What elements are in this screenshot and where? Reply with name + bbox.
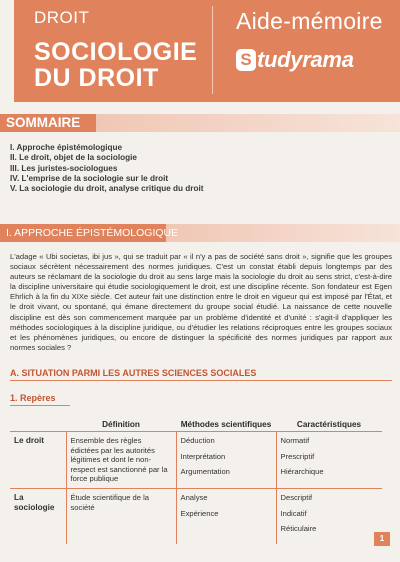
method-item: Déduction bbox=[180, 436, 215, 445]
book-title-line1: SOCIOLOGIE bbox=[34, 38, 198, 66]
definition-cell: Ensemble des règles édictées par les autorités légitimes et dont le non-respect est sanctionné par la force publique bbox=[66, 432, 176, 489]
traits-cell bbox=[276, 432, 382, 489]
section-1-heading: I. APPROCHE ÉPISTÉMOLOGIQUE bbox=[6, 227, 179, 239]
header-banner bbox=[14, 0, 400, 102]
logo-badge-icon: S bbox=[236, 49, 256, 71]
logo-text: tudyrama bbox=[257, 47, 354, 72]
header-divider bbox=[212, 6, 213, 94]
methods-cell bbox=[176, 488, 276, 543]
methods-cell bbox=[176, 432, 276, 489]
series-name: Aide-mémoire bbox=[236, 8, 383, 34]
table-row bbox=[10, 432, 382, 489]
method-item: Analyse bbox=[180, 492, 208, 502]
trait-item: Descriptif bbox=[280, 492, 313, 502]
trait-item: Normatif bbox=[280, 436, 310, 445]
book-title-line2: DU DROIT bbox=[34, 64, 159, 92]
section-1-bar bbox=[0, 224, 400, 242]
page-number: 1 bbox=[374, 532, 390, 546]
trait-item: Indicatif bbox=[280, 508, 307, 518]
definition-cell: Étude scientifique de la société bbox=[66, 488, 176, 543]
method-item: Argumentation bbox=[180, 467, 230, 477]
toc-item: I. Approche épistémologique bbox=[10, 143, 123, 152]
table-header-row bbox=[10, 418, 382, 432]
sommaire-heading: SOMMAIRE bbox=[6, 115, 81, 130]
toc-item: II. Le droit, objet de la sociologie bbox=[10, 153, 137, 163]
table-header bbox=[10, 418, 66, 432]
table-header: Méthodes scientifiques bbox=[176, 418, 276, 432]
row-label: Le droit bbox=[10, 432, 66, 489]
toc-item: V. La sociologie du droit, analyse critique du droit bbox=[10, 184, 204, 194]
intro-paragraph: L'adage « Ubi societas, ibi jus », qui se traduit par « il n'y a pas de société sans droit », signifie que les groupes sociaux sécrètent nécessairement des normes juridiques. C'est un constat établi depuis longtemps par des auteurs se réclamant de la sociologie du droit au sens large mais la sociologie du droit au sens strict, c'est-à-dire la discipline universitaire qui étudie sociologiquement le droit, est une discipline récente. Son fondateur est Egen Ehrlich à la fin du XIXe siècle. Cet auteur fait une distinction entre le droit en vigueur qui est imposé par l'État, et le droit vivant, ou spontané, qui émane directement du groupe social étudié. La naissance de cette nouvelle discipline est dès son commencement marquée par un problème d'identité et d'unité : s'agit-il d'appliquer les méthodes sociologiques à la discipline juridique, ou d'étudier les relations réciproques entre les groupes sociaux et les phénomènes juridiques, ou encore de distinguer la spécificité des normes juridiques par rapport aux normes sociales ? bbox=[10, 252, 392, 352]
studyrama-logo bbox=[236, 46, 354, 74]
traits-cell bbox=[276, 488, 382, 543]
toc-item: IV. L'emprise de la sociologie sur le droit bbox=[10, 173, 169, 183]
sommaire-bar bbox=[0, 114, 400, 132]
subsection-a-heading: A. SITUATION PARMI LES AUTRES SCIENCES SOCIALES bbox=[10, 368, 392, 381]
section-label: DROIT bbox=[34, 8, 90, 27]
method-item: Expérience bbox=[180, 508, 219, 518]
reperes-table bbox=[10, 418, 382, 544]
method-item: Interprétation bbox=[180, 451, 226, 461]
table-header: Définition bbox=[66, 418, 176, 432]
toc-item: III. Les juristes-sociologues bbox=[10, 163, 118, 173]
table-header: Caractéristiques bbox=[276, 418, 382, 432]
trait-item: Hiérarchique bbox=[280, 467, 324, 477]
trait-item: Réticulaire bbox=[280, 524, 317, 534]
subsection-1-heading: 1. Repères bbox=[10, 393, 70, 406]
trait-item: Prescriptif bbox=[280, 451, 315, 461]
table-of-contents bbox=[10, 143, 204, 194]
table-row bbox=[10, 488, 382, 543]
row-label: La sociologie bbox=[14, 492, 55, 512]
